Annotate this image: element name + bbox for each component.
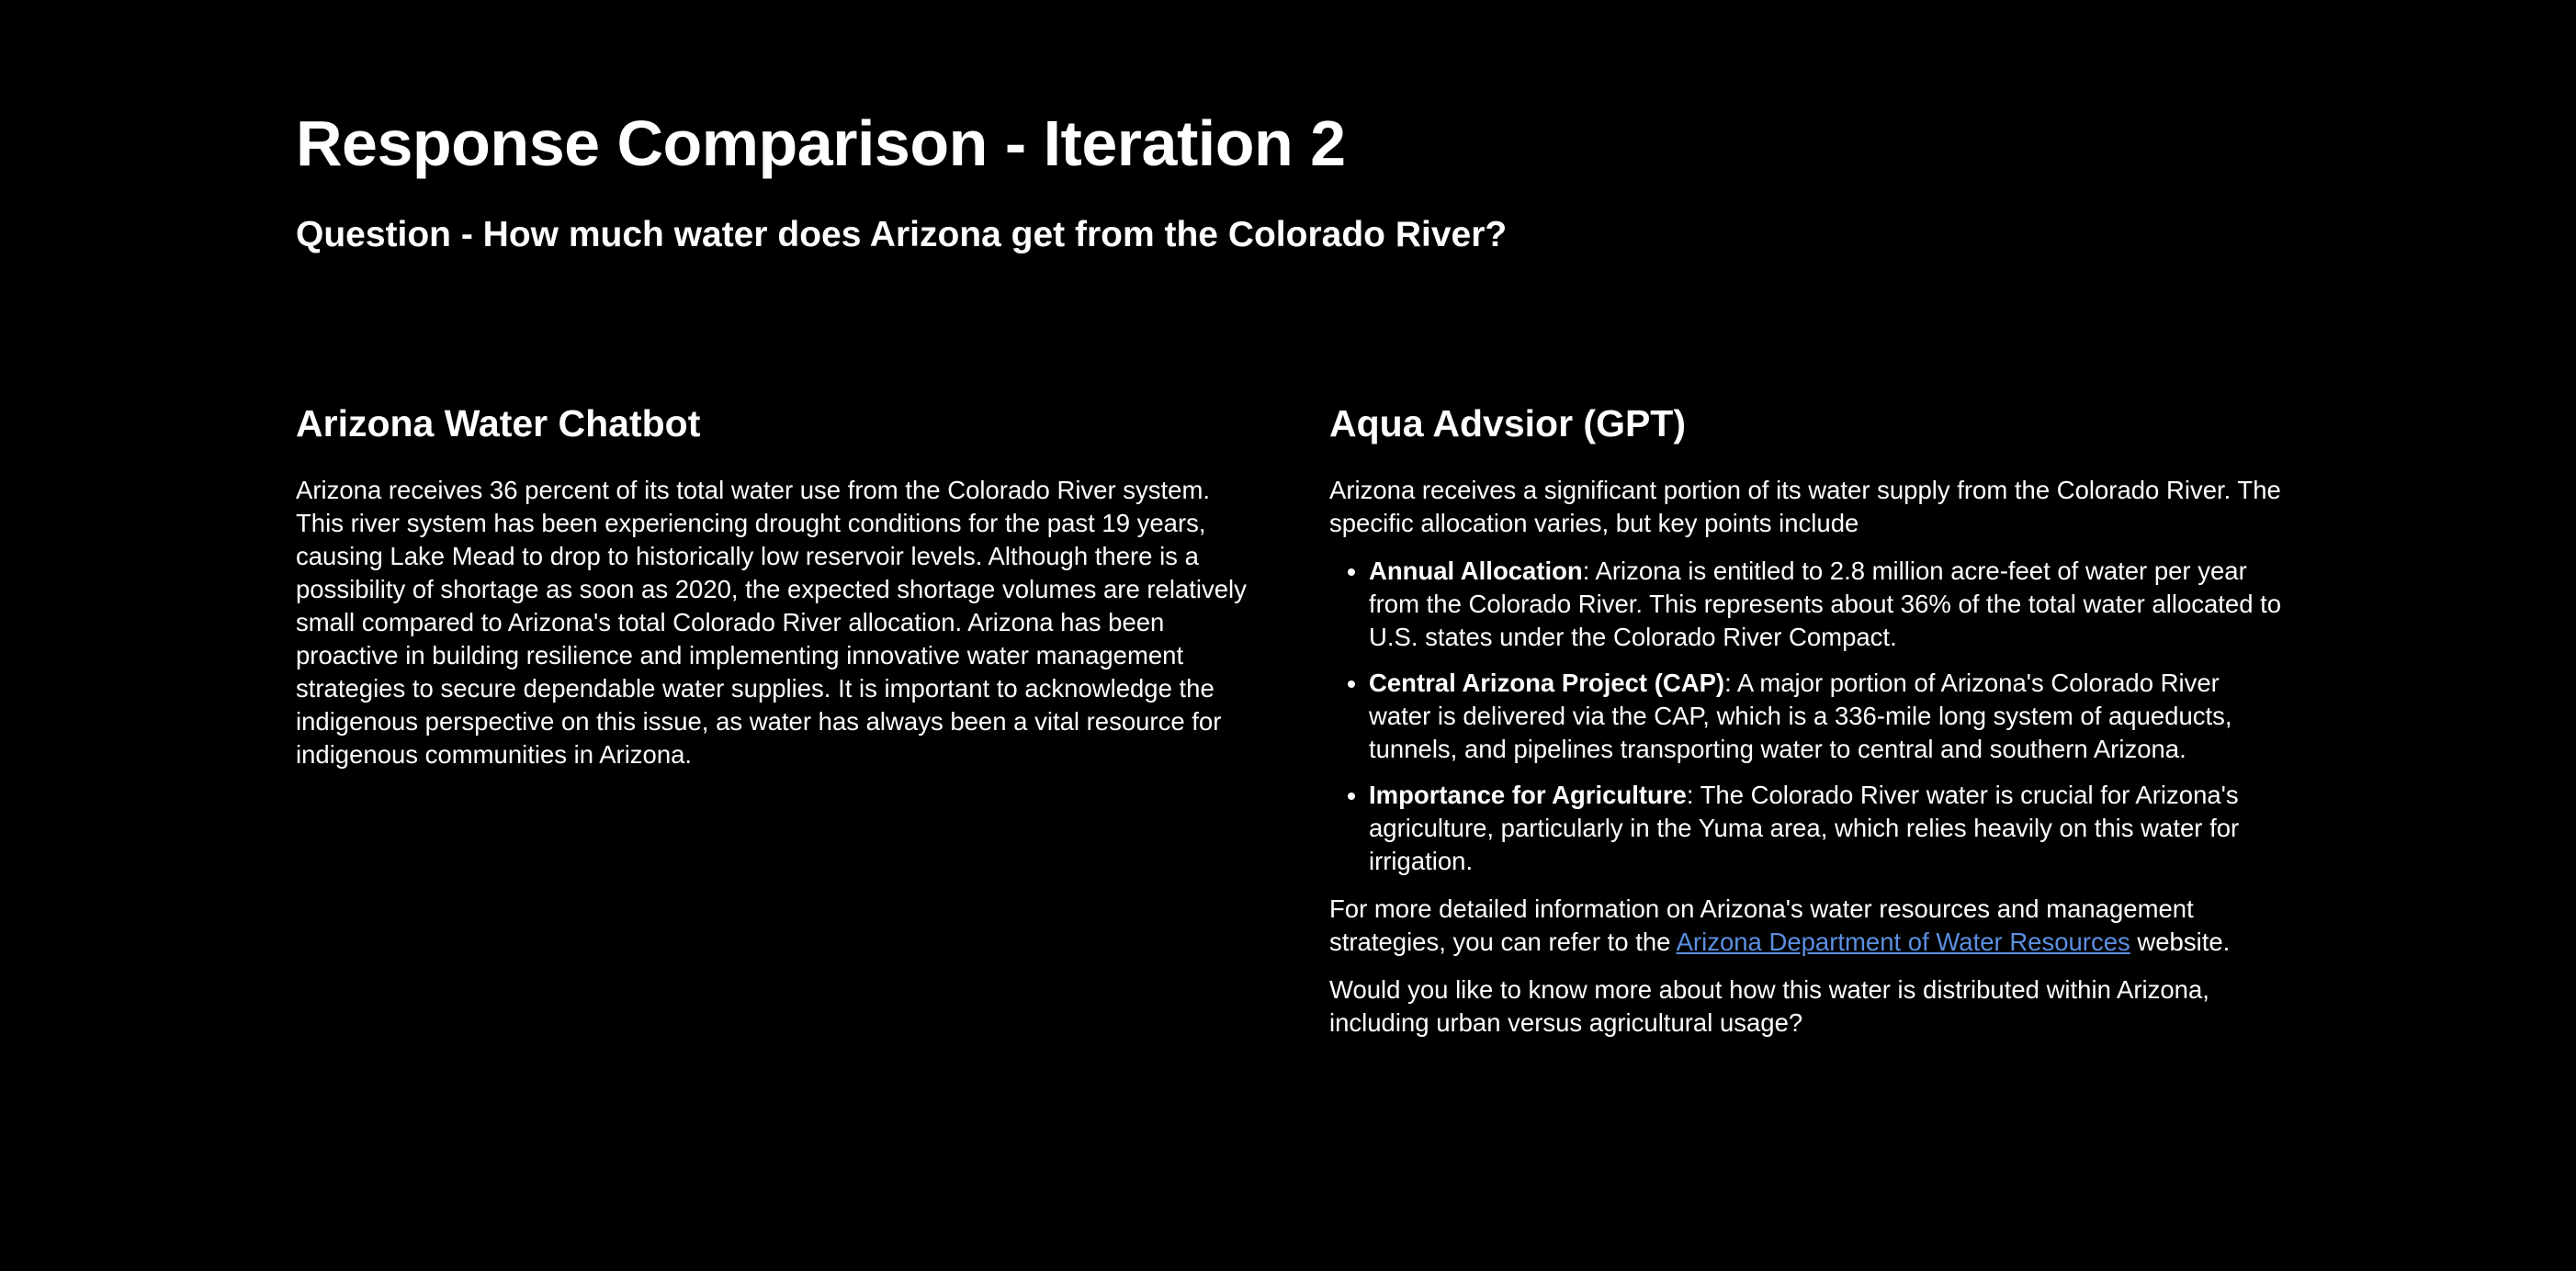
bullet-term: Annual Allocation	[1369, 557, 1583, 585]
gpt-heading: Aqua Advsior (GPT)	[1329, 402, 1686, 444]
question-heading: Question - How much water does Arizona get from the Colorado River?	[296, 215, 1508, 254]
adwr-link[interactable]: Arizona Department of Water Resources	[1676, 928, 2130, 956]
followup-question-text: Would you like to know more about how this water is distributed within Arizona, including urban versus agricultural usage?	[1329, 975, 2209, 1037]
key-points-list	[1329, 555, 2285, 878]
bullet-term: Central Arizona Project (CAP)	[1369, 669, 1725, 697]
chatbot-heading: Arizona Water Chatbot	[296, 402, 701, 444]
page-title: Response Comparison - Iteration 2	[296, 107, 1346, 179]
chatbot-response-column	[296, 393, 1255, 786]
chatbot-response-text: Arizona receives 36 percent of its total water use from the Colorado River system. This river system has been experiencing drought conditions for the past 19 years, causing Lake Mead to drop to historically low reservoir levels. Although there is a possibility of shortage as soon as 2020, the expected shortage volumes are relatively small compared to Arizona's total Colorado River allocation. Arizona has been proactive in building resilience and implementing innovative water management strategies to secure dependable water supplies. It is important to acknowledge the indigenous perspective on this issue, as water has always been a vital resource for indigenous communities in Arizona.	[296, 476, 1247, 769]
list-item	[1369, 779, 2285, 878]
list-item	[1369, 667, 2285, 766]
bullet-text: : A major portion of Arizona's Colorado River water is delivered via the CAP, which is a 336-mile long system of aqueducts, tunnels, and pipelines transporting water to central and southern Arizona.	[1369, 669, 2232, 763]
more-info-prefix: For more detailed information on Arizona's water resources and management strategies, you can refer to the	[1329, 894, 2194, 956]
gpt-intro-text: Arizona receives a significant portion of its water supply from the Colorado River. The specific allocation varies, but key points include	[1329, 476, 2281, 537]
more-info-text	[1329, 893, 2285, 959]
list-item	[1369, 555, 2285, 654]
gpt-response-column	[1329, 393, 2285, 1054]
bullet-text: : Arizona is entitled to 2.8 million acre-feet of water per year from the Colorado River. This represents about 36% of the total water allocated to U.S. states under the Colorado River Compact.	[1369, 557, 2282, 651]
bullet-text: : The Colorado River water is crucial for Arizona's agriculture, particularly in the Yuma area, which relies heavily on this water for irrigation.	[1369, 781, 2240, 875]
bullet-term: Importance for Agriculture	[1369, 781, 1687, 809]
more-info-suffix: website.	[2130, 928, 2231, 956]
